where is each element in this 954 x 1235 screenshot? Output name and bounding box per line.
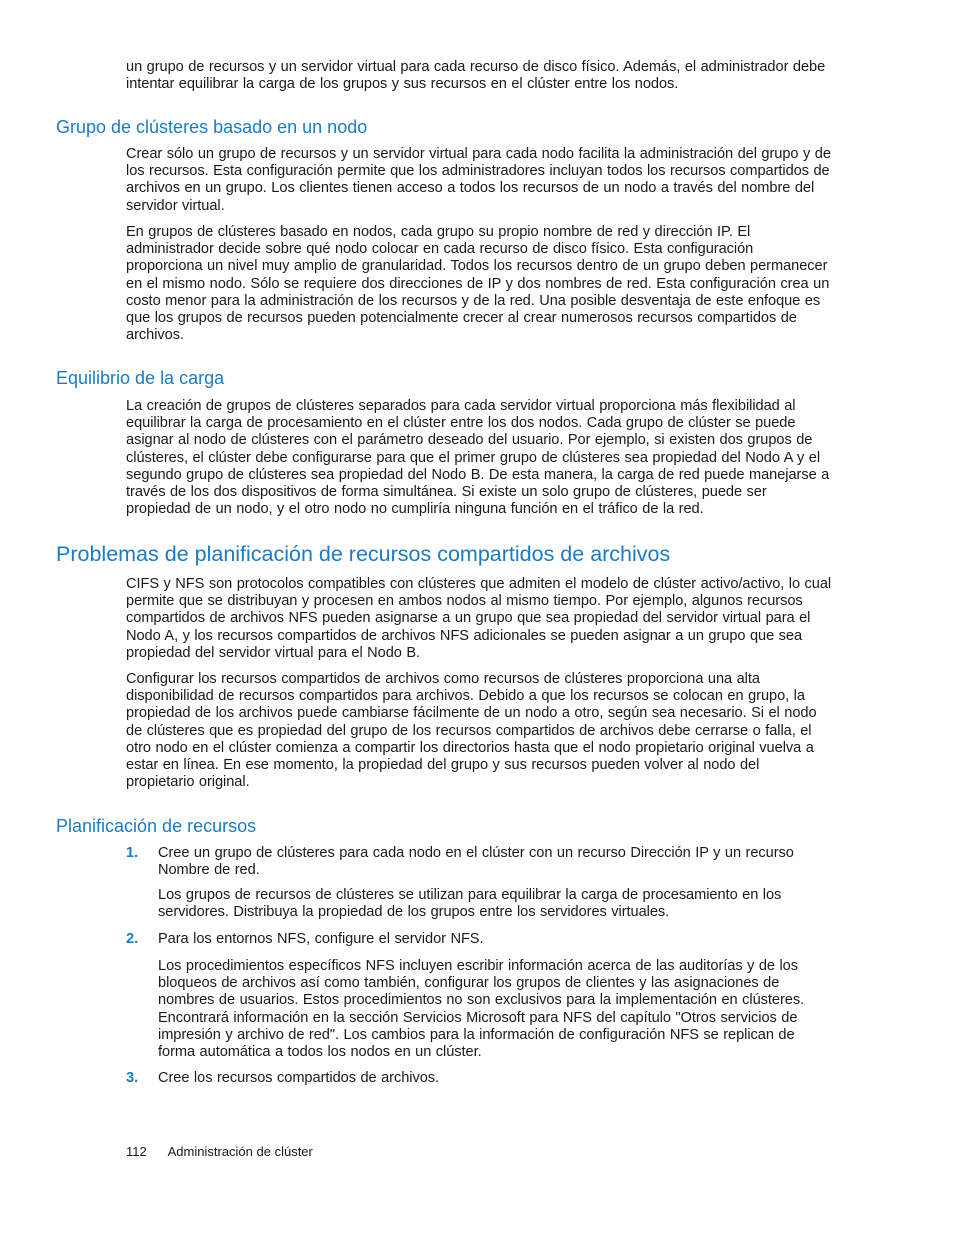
page-number: 112: [126, 1144, 147, 1159]
section-heading-resource-planning: Planificación de recursos: [56, 816, 257, 836]
step-number: 3.: [126, 1070, 139, 1086]
step-text: Cree un grupo de clústeres para cada nodo en el clúster con un recurso Dirección IP y un recurso Nombre de red.: [158, 845, 794, 879]
section-heading-load-balancing: Equilibrio de la carga: [56, 368, 225, 388]
step-detail: Los grupos de recursos de clústeres se utilizan para equilibrar la carga de procesamiento en los servidores. Distribuya la propiedad de los grupos entre los servidores virtuales.: [158, 887, 782, 921]
page-footer: [126, 1144, 313, 1160]
step-number: 1.: [126, 845, 139, 861]
step-detail: Los procedimientos específicos NFS incluyen escribir información acerca de las auditorías y de los bloqueos de archivos así como también, configurar los grupos de clientes y las asignaciones de nombres de usuarios. Estos procedimientos no son exclusivos para la implementación en clústeres. Encontrará información en la sección Servicios Microsoft para NFS del capítulo "Otros servicios de impresión y archivo de red". Los cambios para la información de configuración NFS se replican de forma automática a todos los nodos en un clúster.: [158, 958, 805, 1061]
paragraph-file-share-1: CIFS y NFS son protocolos compatibles con clústeres que admiten el modelo de clúster activo/activo, lo cual permite que se distribuyan y procesen en ambos nodos al mismo tiempo. Por ejemplo, algunos recursos compartidos de archivos NFS pueden asignarse a un grupo que sea propiedad del servidor virtual para el Nodo A, y los recursos compartidos de archivos NFS adicionales se pueden asignar a un grupo que sea propiedad del servidor virtual para el Nodo B.: [126, 576, 832, 661]
paragraph-node-group-1: Crear sólo un grupo de recursos y un servidor virtual para cada nodo facilita la administración del grupo y de los recursos. Esta configuración permite que los administradores incluyan todos los recursos compartidos de archivos en un grupo. Los clientes tienen acceso a todos los recursos de un nodo a través del nombre del servidor virtual.: [126, 146, 831, 214]
step-text: Cree los recursos compartidos de archivos.: [158, 1070, 440, 1086]
step-text: Para los entornos NFS, configure el servidor NFS.: [158, 931, 484, 947]
section-heading-node-group: Grupo de clústeres basado en un nodo: [56, 117, 368, 137]
paragraph-load-balancing: La creación de grupos de clústeres separados para cada servidor virtual proporciona más flexibilidad al equilibrar la carga de procesamiento en el clúster entre los dos nodos. Cada grupo de clúster se puede asignar al nodo de clústeres con el parámetro deseado del usuario. Por ejemplo, si existen dos grupos de clústeres, el clúster debe configurarse para que el primer grupo de clústeres sea propiedad del Nodo A y el segundo grupo de clústeres sea propiedad del Nodo B. De esta manera, la carga de red puede manejarse a través de los dos dispositivos de forma simultánea. Si existe un solo grupo de clústeres, puede ser propiedad de un nodo, y el otro nodo no cumpliría ninguna función en el tráfico de la red.: [126, 398, 830, 518]
section-heading-file-share-planning: Problemas de planificación de recursos compartidos de archivos: [56, 542, 671, 566]
step-number: 2.: [126, 931, 139, 947]
intro-paragraph: un grupo de recursos y un servidor virtual para cada recurso de disco físico. Además, el administrador debe intentar equilibrar la carga de los grupos y sus recursos en el clúster entre los nodos.: [126, 59, 826, 93]
paragraph-file-share-2: Configurar los recursos compartidos de archivos como recursos de clústeres proporciona una alta disponibilidad de recursos compartidos para archivos. Debido a que los recursos se colocan en grupo, la propiedad de los archivos puede cambiarse fácilmente de un nodo a otro, según sea necesario. Si el nodo de clústeres que es propiedad del grupo de los recursos compartidos de archivos debe cerrarse o falla, el otro nodo en el clúster comienza a compartir los directorios hasta que el nodo propietario original vuelva a estar en línea. En ese momento, la propiedad del grupo y sus recursos pueden volver al nodo del propietario original.: [126, 671, 817, 791]
chapter-title: Administración de clúster: [167, 1144, 313, 1159]
paragraph-node-group-2: En grupos de clústeres basado en nodos, cada grupo su propio nombre de red y dirección IP. El administrador decide sobre qué nodo colocar en cada recurso de disco físico. Esta configuración proporciona un nivel muy amplio de granularidad. Todos los recursos dentro de un grupo deben permanecer en el mismo nodo. Sólo se requiere dos direcciones de IP y dos nombres de red. Esta configuración crea un costo menor para la administración de los recursos y de la red. Una posible desventaja de este enfoque es que los grupos de recursos pueden potencialmente crecer al crear numerosos recursos compartidos de archivos.: [126, 224, 830, 344]
